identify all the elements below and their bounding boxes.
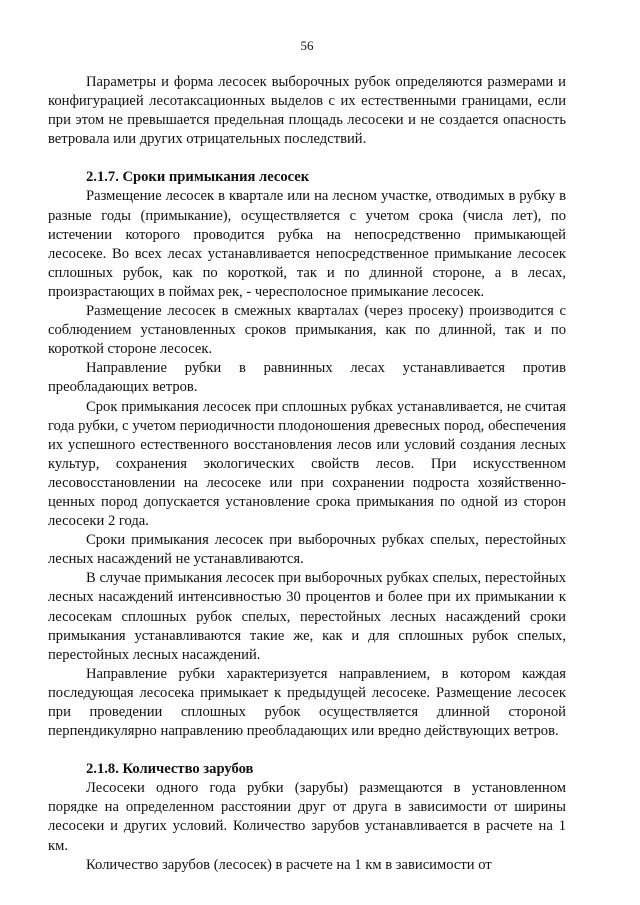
document-page [48, 0, 566, 875]
paragraph: Лесосеки одного года рубки (зарубы) размещаются в установленном порядке на определенном расстоянии друг от друга в зависимости от ширины лесосеки и других условий. Количество зарубов устанавливается в расчете на 1 км. [48, 780, 566, 854]
section-heading: 2.1.7. Сроки примыкания лесосек [86, 169, 310, 186]
section-heading: 2.1.8. Количество зарубов [86, 761, 254, 778]
paragraph: Размещение лесосек в смежных кварталах (через просеку) производится с соблюдением установленных сроков примыкания, как по длинной, так и по короткой стороне лесосек. [48, 303, 566, 358]
paragraph: Сроки примыкания лесосек при выборочных рубках спелых, перестойных лесных насаждений не устанавливаются. [48, 532, 566, 568]
paragraph: Размещение лесосек в квартале или на лесном участке, отводимых в рубку в разные годы (примыкание), осуществляется с учетом срока (числа лет), по истечении которого проводится рубка на непосредственно примыкающей лесосеке. Во всех лесах устанавливается непосредственное примыкание лесосек сплошных рубок, как по короткой, так и по длинной стороне, а в лесах, произрастающих в поймах рек, - чересполосное примыкание лесосек. [48, 188, 566, 300]
paragraph: Срок примыкания лесосек при сплошных рубках устанавливается, не считая года рубки, с учетом периодичности плодоношения древесных пород, обеспечения их успешного естественного восстановления лесов или условий создания лесных культур, сохранения экологических свойств лесов. При искусственном лесовосстановлении на лесосеке или при сохранении подроста хозяйственно-ценных пород допускается установление срока примыкания по одной из сторон лесосеки 2 года. [48, 398, 566, 530]
paragraph: Направление рубки характеризуется направлением, в котором каждая последующая лесосека примыкает к предыдущей лесосеке. Размещение лесосек при проведении сплошных рубок осуществляется длинной стороной перпендикулярно направлению преобладающих или вредно действующих ветров. [48, 665, 566, 740]
paragraph: В случае примыкания лесосек при выборочных рубках спелых, перестойных лесных насаждений интенсивностью 30 процентов и более при их примыкании к лесосекам сплошных рубок спелых, перестойных лесных насаждений сроки примыкания устанавливаются такие же, как и для сплошных рубок спелых, перестойных лесных насаждений. [48, 570, 566, 663]
paragraph: Параметры и форма лесосек выборочных рубок определяются размерами и конфигурацией лесотаксационных выделов с их естественными границами, если при этом не превышается предельная площадь лесосеки и не создается опасность ветровала или других отрицательных последствий. [48, 74, 566, 148]
paragraph: Количество зарубов (лесосек) в расчете на 1 км в зависимости от [86, 856, 492, 873]
section-gap [48, 149, 566, 168]
section-gap [48, 741, 566, 760]
document-body [48, 73, 566, 875]
paragraph: Направление рубки в равнинных лесах устанавливается против преобладающих ветров. [48, 360, 566, 396]
page-number: 56 [300, 38, 314, 53]
